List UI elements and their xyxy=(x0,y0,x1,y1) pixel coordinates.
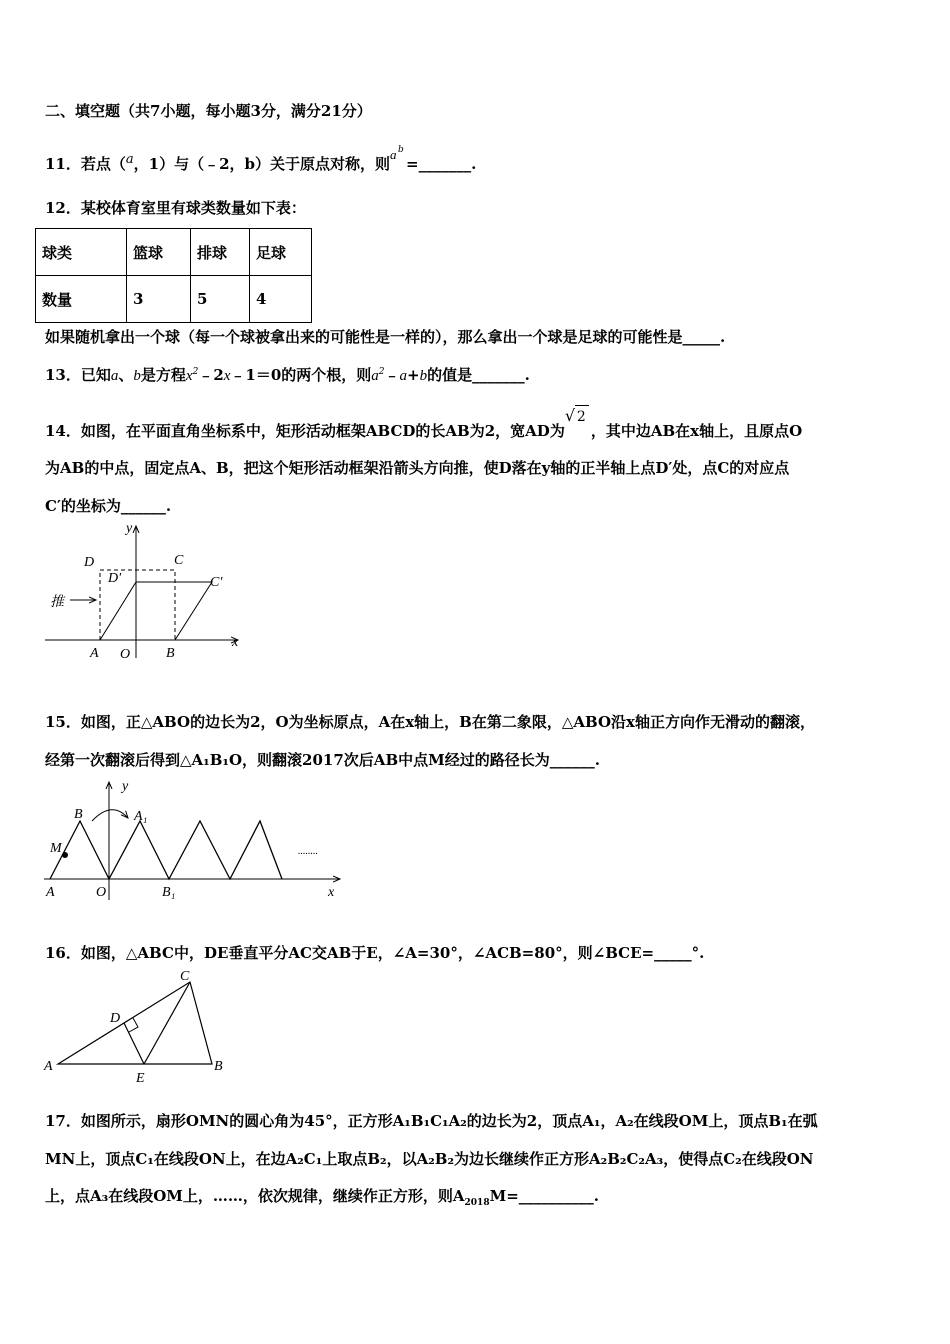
label-x: x xyxy=(328,885,335,900)
label-M: M xyxy=(50,841,62,856)
label-B: B xyxy=(214,1059,223,1074)
label-x: x xyxy=(232,635,239,650)
q13-text: 的值是_______. xyxy=(427,366,530,384)
q11-power-base: a xyxy=(390,147,397,162)
label-dots: ........ xyxy=(298,846,318,857)
table-cell: 5 xyxy=(191,276,250,323)
q14-text: ，其中边AB在x轴上，且原点O xyxy=(590,422,803,440)
q13-text: ﹣ xyxy=(384,366,400,384)
sqrt-argument: 2 xyxy=(576,409,586,425)
question-14-line-2: 为AB的中点，固定点A、B，把这个矩形活动框架沿箭头方向推，使D落在y轴的正半轴上点D′处，点C的对应点 xyxy=(45,459,790,477)
table-cell: 篮球 xyxy=(127,229,191,276)
q13-var: x xyxy=(185,368,193,384)
label-A: A xyxy=(46,885,55,900)
label-push: 推 xyxy=(50,594,64,610)
q13-var: b xyxy=(419,368,428,384)
rolling-triangles xyxy=(50,821,282,879)
point-M xyxy=(62,852,68,858)
question-17-line-2: MN上，顶点C₁在线段ON上，在边A₂C₁上取点B₂，以A₂B₂为边长继续作正方形A₂B₂C₂A₃，使得点C₂在线段ON xyxy=(45,1150,814,1168)
label-O: O xyxy=(120,647,131,662)
q13-var: a xyxy=(110,368,119,384)
q11-power-exp: b xyxy=(398,145,404,155)
q11-text-3: =_______. xyxy=(406,155,477,173)
table-cell: 数量 xyxy=(36,276,127,323)
question-16: 16．如图，△ABC中，DE垂直平分AC交AB于E，∠A=30°，∠ACB=80°，则∠BCE=_____°. xyxy=(45,944,705,962)
table-cell: 足球 xyxy=(250,229,312,276)
table-cell: 3 xyxy=(127,276,191,323)
ball-count-table xyxy=(35,228,312,323)
q14-figure xyxy=(40,520,250,665)
label-A1: A₁ xyxy=(134,809,148,824)
question-13 xyxy=(45,362,530,386)
q11-text-1: 11．若点（ xyxy=(45,155,126,173)
label-B: B xyxy=(166,646,175,661)
question-14-line-3: C′的坐标为______. xyxy=(45,497,172,515)
table-row xyxy=(36,276,312,323)
label-D: D xyxy=(110,1011,121,1026)
pushed-parallelogram xyxy=(100,582,212,640)
question-17-line-1: 17．如图所示，扇形OMN的圆心角为45°，正方形A₁B₁C₁A₂的边长为2，顶点A₁，A₂在线段OM上，顶点B₁在弧 xyxy=(45,1112,818,1130)
q13-var: b xyxy=(133,368,141,384)
q17-text: M=__________. xyxy=(489,1187,599,1205)
q13-exp: 2 xyxy=(378,367,385,377)
q12-question: 如果随机拿出一个球（每一个球被拿出来的可能性是一样的），那么拿出一个球是足球的可能性是_____. xyxy=(45,328,726,346)
q13-text: 是方程 xyxy=(140,366,186,384)
q13-var: a xyxy=(399,368,408,384)
q14-text: 14．如图，在平面直角坐标系中，矩形活动框架ABCD的长AB为2，宽AD为 xyxy=(45,422,565,440)
q13-var: a xyxy=(371,368,379,384)
q16-figure xyxy=(40,968,240,1088)
question-17-line-3 xyxy=(45,1186,599,1213)
q13-text: ﹣1＝0的两个根，则 xyxy=(230,366,372,384)
table-cell: 4 xyxy=(250,276,312,323)
q13-text: 、 xyxy=(118,366,134,384)
label-C: C xyxy=(180,969,190,984)
table-row xyxy=(36,229,312,276)
label-C: C xyxy=(174,553,184,568)
segment-CE xyxy=(144,982,190,1064)
label-A: A xyxy=(44,1059,53,1074)
table-cell: 球类 xyxy=(36,229,127,276)
sqrt-expression: √ 2 xyxy=(565,408,591,428)
q13-text: ﹣2 xyxy=(198,366,224,384)
question-15-line-2: 经第一次翻滚后得到△A₁B₁O，则翻滚2017次后AB中点M经过的路径长为______. xyxy=(45,751,600,769)
label-A: A xyxy=(90,646,99,661)
q13-text: + xyxy=(407,366,420,384)
q11-text-2: ，1）与（﹣2，b）关于原点对称，则 xyxy=(133,155,391,173)
q15-figure xyxy=(42,778,342,906)
q11-var-a: a xyxy=(125,152,134,167)
q17-subscript: 2018 xyxy=(464,1198,490,1208)
table-cell: 排球 xyxy=(191,229,250,276)
label-y: y xyxy=(122,779,129,794)
label-D: D xyxy=(84,555,95,570)
right-angle-mark xyxy=(129,1018,138,1032)
q12-intro: 12．某校体育室里有球类数量如下表： xyxy=(45,199,306,217)
q13-exp: 2 xyxy=(192,367,199,377)
question-11 xyxy=(45,145,477,175)
triangle-ABC xyxy=(58,982,212,1064)
roll-arrow xyxy=(92,810,128,821)
label-C-prime: C′ xyxy=(210,575,223,590)
q13-var: x xyxy=(223,368,231,384)
question-14-line-1 xyxy=(45,408,802,441)
label-B: B xyxy=(74,807,83,822)
label-y: y xyxy=(126,521,133,536)
label-E: E xyxy=(136,1071,145,1086)
q17-text: 上，点A₃在线段OM上，……，依次规律，继续作正方形，则A xyxy=(45,1187,465,1205)
label-O: O xyxy=(96,885,107,900)
question-15-line-1: 15．如图，正△ABO的边长为2，O为坐标原点，A在x轴上，B在第二象限，△ABO沿x轴正方向作无滑动的翻滚， xyxy=(45,713,815,731)
label-D-prime: D′ xyxy=(108,571,122,586)
q13-text: 13．已知 xyxy=(45,366,111,384)
label-B1: B₁ xyxy=(162,885,176,900)
section-title: 二、填空题（共7小题，每小题3分，满分21分） xyxy=(45,102,372,120)
